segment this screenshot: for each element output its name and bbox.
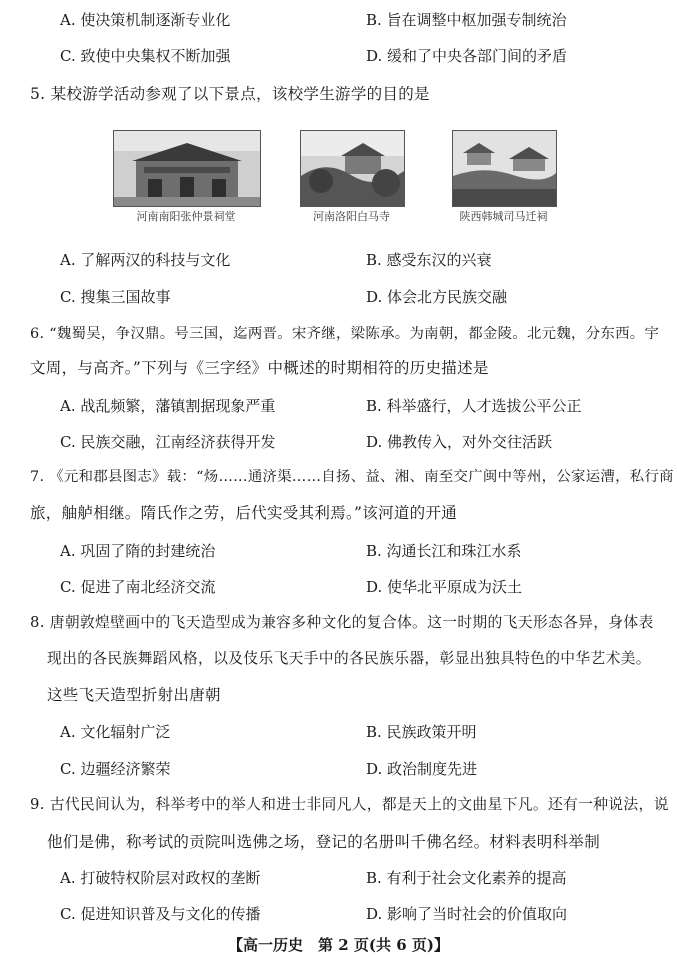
q7-option-d: D. 使华北平原成为沃土 xyxy=(366,578,523,596)
q5-stem: 5. 某校游学活动参观了以下景点，该校学生游学的目的是 xyxy=(30,85,430,103)
photo-caption-2: 河南洛阳白马寺 xyxy=(313,210,390,223)
photo-caption-1: 河南南阳张仲景祠堂 xyxy=(136,210,236,223)
q5-option-a: A. 了解两汉的科技与文化 xyxy=(60,251,231,269)
q9-option-b: B. 有利于社会文化素养的提高 xyxy=(366,869,567,887)
memorial-hall-photo xyxy=(113,130,261,207)
q9-option-d: D. 影响了当时社会的价值取向 xyxy=(366,905,568,923)
q8-option-c: C. 边疆经济繁荣 xyxy=(60,760,171,778)
q9-option-c: C. 促进知识普及与文化的传播 xyxy=(60,905,261,923)
q6-option-d: D. 佛教传入，对外交往活跃 xyxy=(366,433,553,451)
page-footer: 【高一历史 第 2 页(共 6 页)】 xyxy=(228,936,449,954)
q7-stem-line1: 7. 《元和郡县图志》载：“炀……通济渠……自扬、益、湘、南至交广闽中等州，公家运漕，私行商 xyxy=(30,469,674,485)
q4-option-a: A. 使决策机制逐渐专业化 xyxy=(60,11,231,29)
q5-option-c: C. 搜集三国故事 xyxy=(60,288,171,306)
q8-stem-line1: 8. 唐朝敦煌壁画中的飞天造型成为兼容多种文化的复合体。这一时期的飞天形态各异，身体表 xyxy=(30,614,654,631)
q8-stem-line3: 这些飞天造型折射出唐朝 xyxy=(47,686,221,704)
q5-option-b: B. 感受东汉的兴衰 xyxy=(366,251,492,269)
q8-option-b: B. 民族政策开明 xyxy=(366,723,477,741)
q7-option-c: C. 促进了南北经济交流 xyxy=(60,578,216,596)
q9-option-a: A. 打破特权阶层对政权的垄断 xyxy=(60,869,261,887)
q5-option-d: D. 体会北方民族交融 xyxy=(366,288,508,306)
q6-stem-line2: 文周，与高齐。”下列与《三字经》中概述的时期相符的历史描述是 xyxy=(30,359,489,377)
q4-option-b: B. 旨在调整中枢加强专制统治 xyxy=(366,11,567,29)
q6-stem-line1: 6. “魏蜀吴，争汉鼎。号三国，迄两晋。宋齐继，梁陈承。为南朝，都金陵。北元魏，分东西。宇 xyxy=(30,326,660,342)
q7-option-b: B. 沟通长江和珠江水系 xyxy=(366,542,522,560)
photo-caption-3: 陕西韩城司马迁祠 xyxy=(459,210,548,223)
q6-option-c: C. 民族交融，江南经济获得开发 xyxy=(60,433,276,451)
q6-option-b: B. 科举盛行，人才选拔公平公正 xyxy=(366,397,582,415)
q6-option-a: A. 战乱频繁，藩镇割据现象严重 xyxy=(60,397,276,415)
q7-option-a: A. 巩固了隋的封建统治 xyxy=(60,542,216,560)
q8-option-d: D. 政治制度先进 xyxy=(366,760,478,778)
q8-stem-line2: 现出的各民族舞蹈风格，以及伎乐飞天手中的各民族乐器，彰显出独具特色的中华艺术美。 xyxy=(47,650,651,667)
q4-option-c: C. 致使中央集权不断加强 xyxy=(60,47,231,65)
q7-stem-line2: 旅，舳舻相继。隋氏作之劳，后代实受其利焉。”该河道的开通 xyxy=(30,504,458,522)
white-horse-temple-photo xyxy=(300,130,405,207)
q8-option-a: A. 文化辐射广泛 xyxy=(60,723,171,741)
q4-option-d: D. 缓和了中央各部门间的矛盾 xyxy=(366,47,568,65)
q9-stem-line2: 他们是佛，称考试的贡院叫选佛之场，登记的名册叫千佛名经。材料表明科举制 xyxy=(47,833,601,851)
q9-stem-line1: 9. 古代民间认为，科举考中的举人和进士非同凡人，都是天上的文曲星下凡。还有一种说法，说 xyxy=(30,796,669,813)
sima-qian-shrine-photo xyxy=(452,130,557,207)
